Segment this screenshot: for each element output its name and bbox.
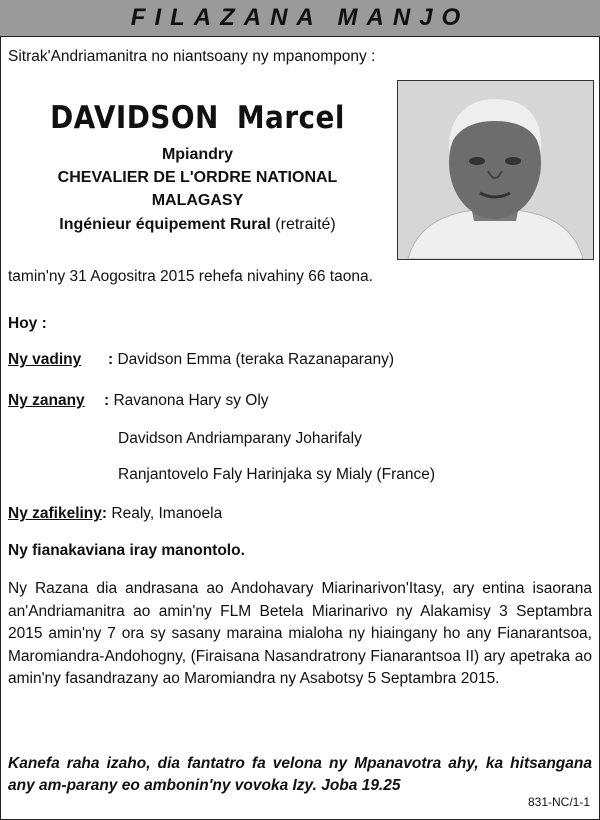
family-row-vadiny [8,351,395,369]
profession-note: (retraité) [275,216,336,233]
zanany-name-1: Ravanona Hary sy Oly [113,392,269,409]
zafikeliny-colon: : [101,505,108,522]
vadiny-value [108,351,394,369]
title-line-1: Mpiandry [161,146,234,163]
closing-verse: Kanefa raha izaho, dia fantatro fa velona ny Mpanavotra ahy, ka hitsangana any am-parany eo ambonin'ny vovoka Izy. Joba 19.25 [8,755,592,794]
zanany-colon: : [104,392,110,409]
intro-text: Sitrak'Andriamanitra no niantsoany ny mpanompony : [8,48,376,65]
vadiny-colon: : [108,351,114,368]
death-line: tamin'ny 31 Aogositra 2015 rehefa nivahiny 66 taona. [8,268,373,285]
profession-line [0,216,395,234]
deceased-surname: DAVIDSON [50,100,219,136]
zanany-value [104,392,269,410]
zafikeliny-value: Realy, Imanoela [107,505,223,522]
reference-code: 831-NC/1-1 [527,795,590,809]
zafikeliny-label: Ny zafikeliny [8,505,102,522]
notice-header [0,0,600,37]
profession: Ingénieur équipement Rural [59,216,271,233]
vadiny-label: Ny vadiny [8,351,82,368]
deceased-firstname: Marcel [236,100,345,136]
portrait-icon [398,81,593,259]
vadiny-name: Davidson Emma (teraka Razanaparany) [117,351,395,368]
zanany-name-3: Ranjantovelo Faly Harinjaka sy Mialy (France) [118,466,436,483]
title-line-2: CHEVALIER DE L'ORDRE NATIONAL [57,169,338,186]
portrait-photo [397,80,594,260]
zanany-name-2: Davidson Andriamparany Joharifaly [118,430,362,447]
family-row-zafikeliny [8,505,222,523]
hoy-label: Hoy : [8,315,47,332]
fianakaviana-line: Ny fianakaviana iray manontolo. [8,542,245,559]
title-line-3: MALAGASY [151,192,244,209]
family-row-zanany [8,392,269,410]
notice-title: FILAZANA MANJO [130,4,470,31]
deceased-name [20,100,376,136]
funeral-paragraph: Ny Razana dia andrasana ao Andohavary Miarinarivon'Itasy, ary entina isaorana an'Andriamanitra ao amin'ny FLM Betela Miarinarivo ny Alakamisy 3 Septambra 2015 amin'ny 7 ora sy sasany maraina mialoha ny hiaingany ho any Fianarantsoa, Maromiandra-Andohogny, (Firaisana Nasandratrony Fianarantsoa II) ary apetraka ao amin'ny fasandrazany ao Maromiandra ny Asabotsy 5 Septambra 2015. [8,580,592,687]
zanany-label: Ny zanany [8,392,85,409]
